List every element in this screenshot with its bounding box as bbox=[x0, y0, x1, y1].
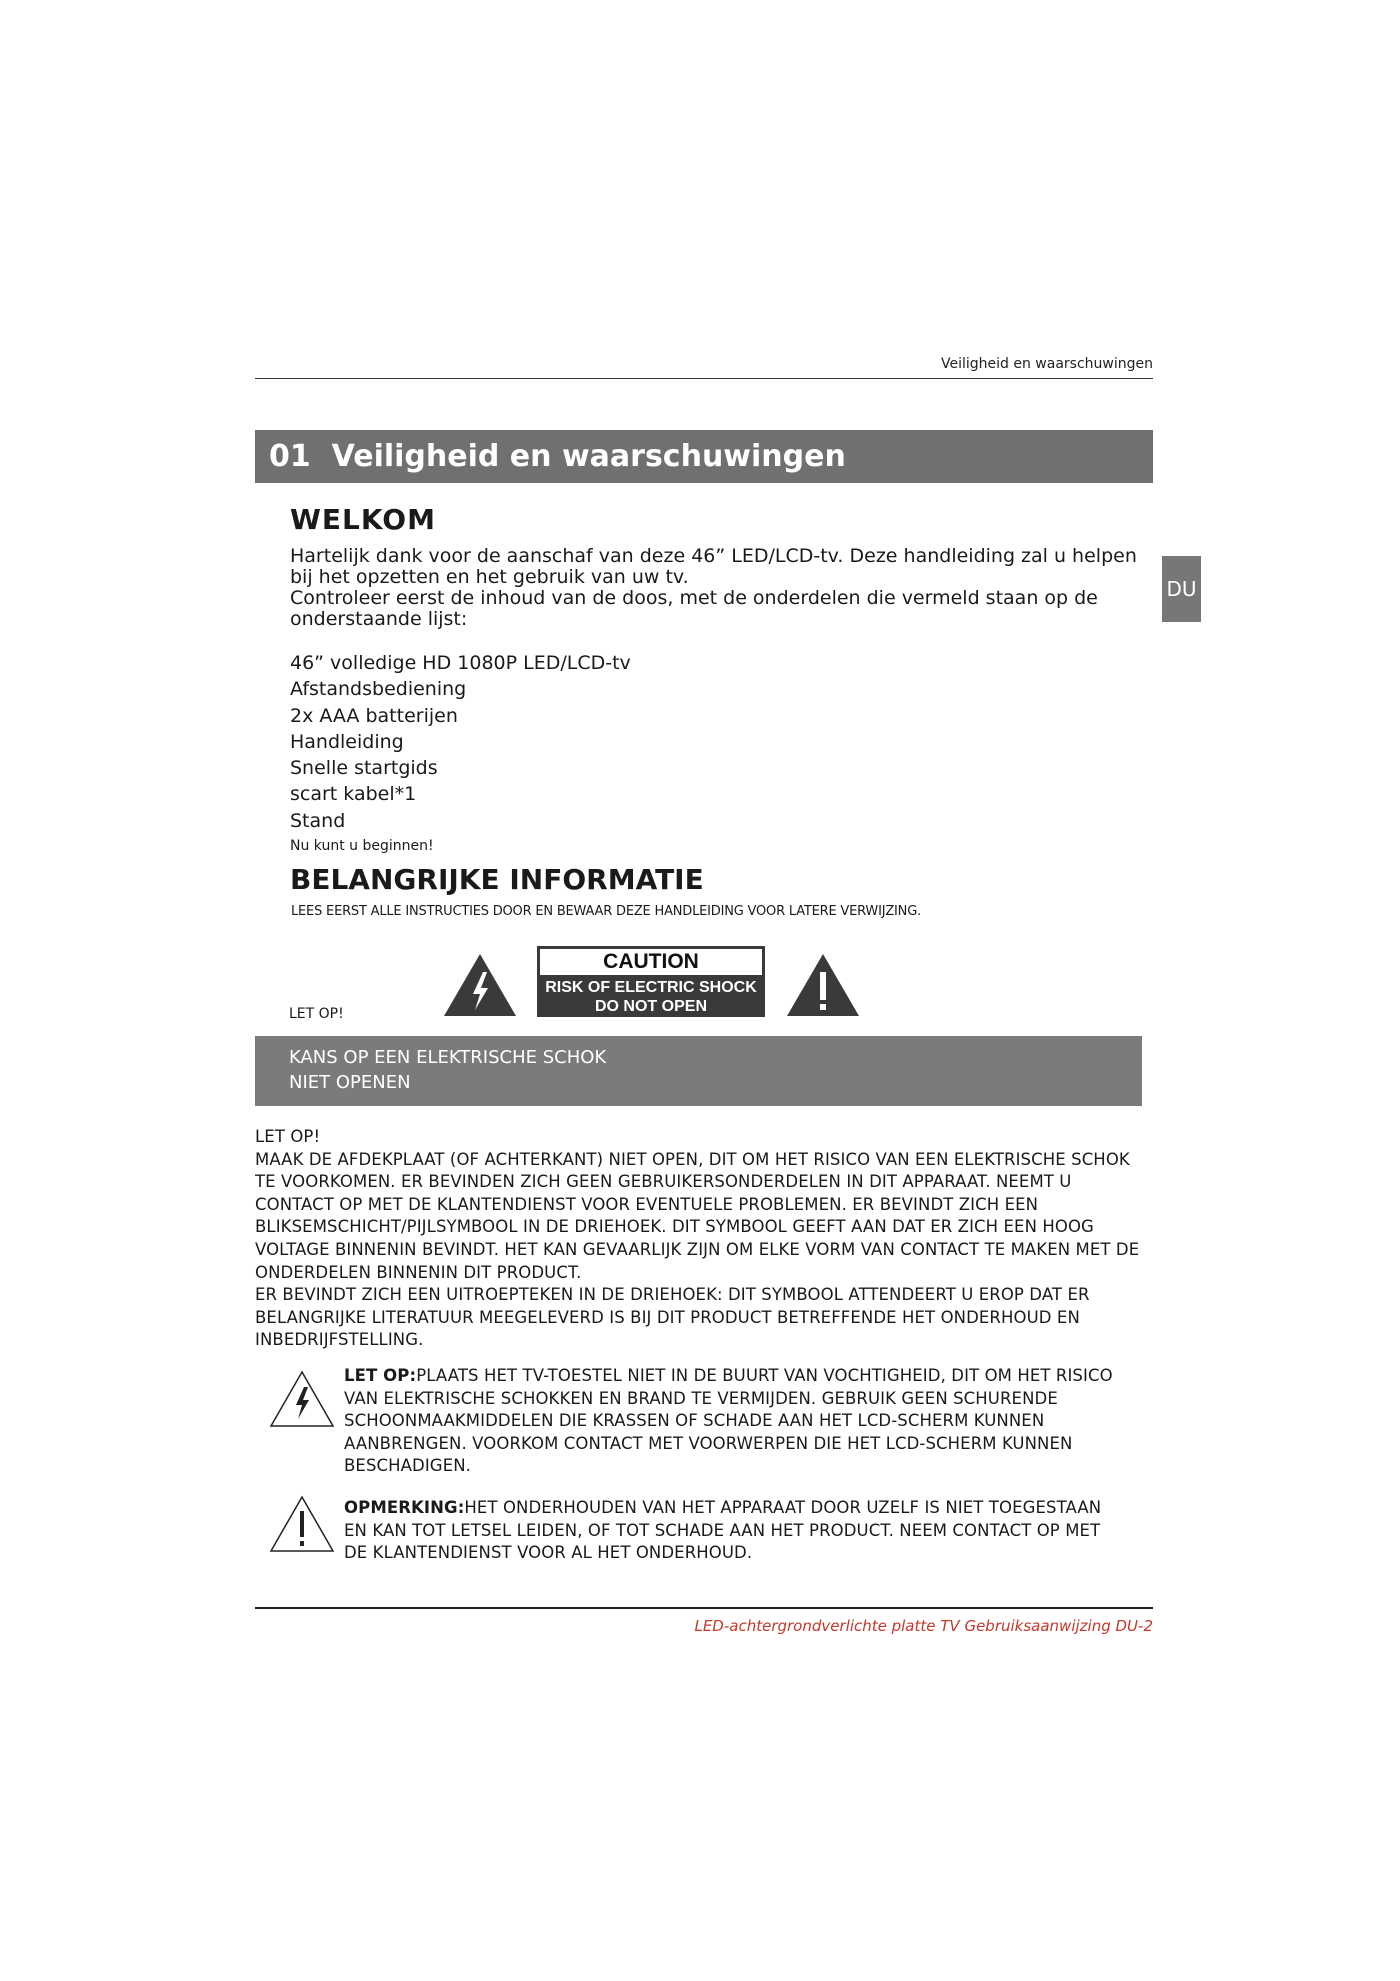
shock-line-1: KANS OP EEN ELEKTRISCHE SCHOK bbox=[289, 1047, 607, 1068]
caution-title: CAUTION bbox=[540, 949, 762, 975]
warning-label: LET OP! bbox=[255, 1127, 321, 1146]
shock-line-2: NIET OPENEN bbox=[289, 1072, 411, 1093]
lightning-outline-icon bbox=[268, 1369, 336, 1429]
language-tab: DU bbox=[1162, 556, 1201, 622]
section-title-bar bbox=[255, 430, 1153, 483]
important-info-heading: BELANGRIJKE INFORMATIE bbox=[290, 863, 704, 896]
list-item: 2x AAA batterijen bbox=[290, 704, 458, 727]
list-item: Snelle startgids bbox=[290, 757, 438, 780]
list-item: scart kabel*1 bbox=[290, 783, 417, 806]
caution-line-2: DO NOT OPEN bbox=[594, 998, 707, 1015]
warning-paragraph-2: ER BEVINDT ZICH EEN UITROEPTEKEN IN DE DRIEHOEK: DIT SYMBOOL ATTENDEERT U EROP DAT ER BELANGRIJKE LITERATUUR MEEGELEVERD IS BIJ DIT PRODUCT BETREFFENDE HET ONDERHOUD EN INBEDRIJFSTELLING. bbox=[255, 1285, 1090, 1350]
section-number: 01 bbox=[269, 439, 311, 474]
list-item: Stand bbox=[290, 809, 346, 832]
header-rule bbox=[255, 378, 1153, 379]
intro-paragraph-1: Hartelijk dank voor de aanschaf van deze 46” LED/LCD-tv. Deze handleiding zal u helpen bij het opzetten en het gebruik van uw tv. bbox=[290, 545, 1137, 588]
note-text: HET ONDERHOUDEN VAN HET APPARAAT DOOR UZELF IS NIET TOEGESTAAN EN KAN TOT LETSEL LEIDEN, OF TOT SCHADE AAN HET PRODUCT. NEEM CONTACT OP MET DE KLANTENDIENST VOOR AL HET ONDERHOUD. bbox=[344, 1498, 1102, 1563]
list-item: Afstandsbediening bbox=[290, 678, 467, 701]
list-item: 46” volledige HD 1080P LED/LCD-tv bbox=[290, 652, 631, 674]
warning-text bbox=[255, 1126, 1140, 1352]
caution-line-1: RISK OF ELECTRIC SHOCK bbox=[545, 979, 757, 996]
note-moisture bbox=[344, 1365, 1114, 1478]
footer-rule bbox=[255, 1607, 1153, 1609]
warning-paragraph-1: MAAK DE AFDEKPLAAT (OF ACHTERKANT) NIET OPEN, DIT OM HET RISICO VAN EEN ELEKTRISCHE SCHOK TE VOORKOMEN. ER BEVINDEN ZICH GEEN GEBRUIKERSONDERDELEN IN DIT APPARAAT. NEEMT U CONTACT OP MET DE KLANTENDIENST VOOR EVENTUELE PROBLEMEN. ER BEVINDT ZICH EEN BLIKSEMSCHICHT/PIJLSYMBOOL IN DE DRIEHOEK. DIT SYMBOOL GEEFT AAN DAT ER ZICH EEN HOOG VOLTAGE BINNENIN BEVINDT. HET KAN GEVAARLIJK ZIJN OM ELKE VORM VAN CONTACT TE MAKEN MET DE ONDERDELEN BINNENIN DIT PRODUCT. bbox=[255, 1149, 1140, 1282]
note-maintenance bbox=[344, 1497, 1114, 1565]
running-header: Veiligheid en waarschuwingen bbox=[941, 356, 1153, 372]
section-title: Veiligheid en waarschuwingen bbox=[331, 439, 846, 474]
exclamation-warning-icon bbox=[785, 952, 861, 1018]
note-text: PLAATS HET TV-TOESTEL NIET IN DE BUURT VAN VOCHTIGHEID, DIT OM HET RISICO VAN ELEKTRISCHE SCHOKKEN EN BRAND TE VERMIJDEN. GEBRUIK GEEN SCHURENDE SCHOONMAAKMIDDELEN DIE KRASSEN OF SCHADE AAN HET LCD-SCHERM KUNNEN AANBRENGEN. VOORKOM CONTACT MET VOORWERPEN DIE HET LCD-SCHERM KUNNEN BESCHADIGEN. bbox=[344, 1366, 1113, 1476]
caution-sign bbox=[537, 946, 765, 1017]
welcome-intro bbox=[290, 546, 1140, 630]
note-label: LET OP: bbox=[344, 1366, 417, 1385]
list-item: Handleiding bbox=[290, 730, 404, 753]
caution-subtitle bbox=[540, 975, 762, 1016]
intro-paragraph-2: Controleer eerst de inhoud van de doos, met de onderdelen die vermeld staan op de onderstaande lijst: bbox=[290, 587, 1098, 630]
lightning-warning-icon bbox=[442, 952, 518, 1018]
page-footer: LED-achtergrondverlichte platte TV Gebruiksaanwijzing DU-2 bbox=[694, 1617, 1153, 1635]
caution-label: LET OP! bbox=[289, 1006, 344, 1022]
note-label: OPMERKING: bbox=[344, 1498, 465, 1517]
package-contents-list bbox=[290, 650, 631, 834]
read-first-notice: LEES EERST ALLE INSTRUCTIES DOOR EN BEWAAR DEZE HANDLEIDING VOOR LATERE VERWIJZING. bbox=[291, 904, 922, 919]
ready-text: Nu kunt u beginnen! bbox=[290, 838, 434, 854]
welcome-heading: WELKOM bbox=[290, 503, 436, 536]
shock-warning-bar bbox=[255, 1036, 1142, 1106]
exclamation-outline-icon bbox=[268, 1494, 336, 1554]
